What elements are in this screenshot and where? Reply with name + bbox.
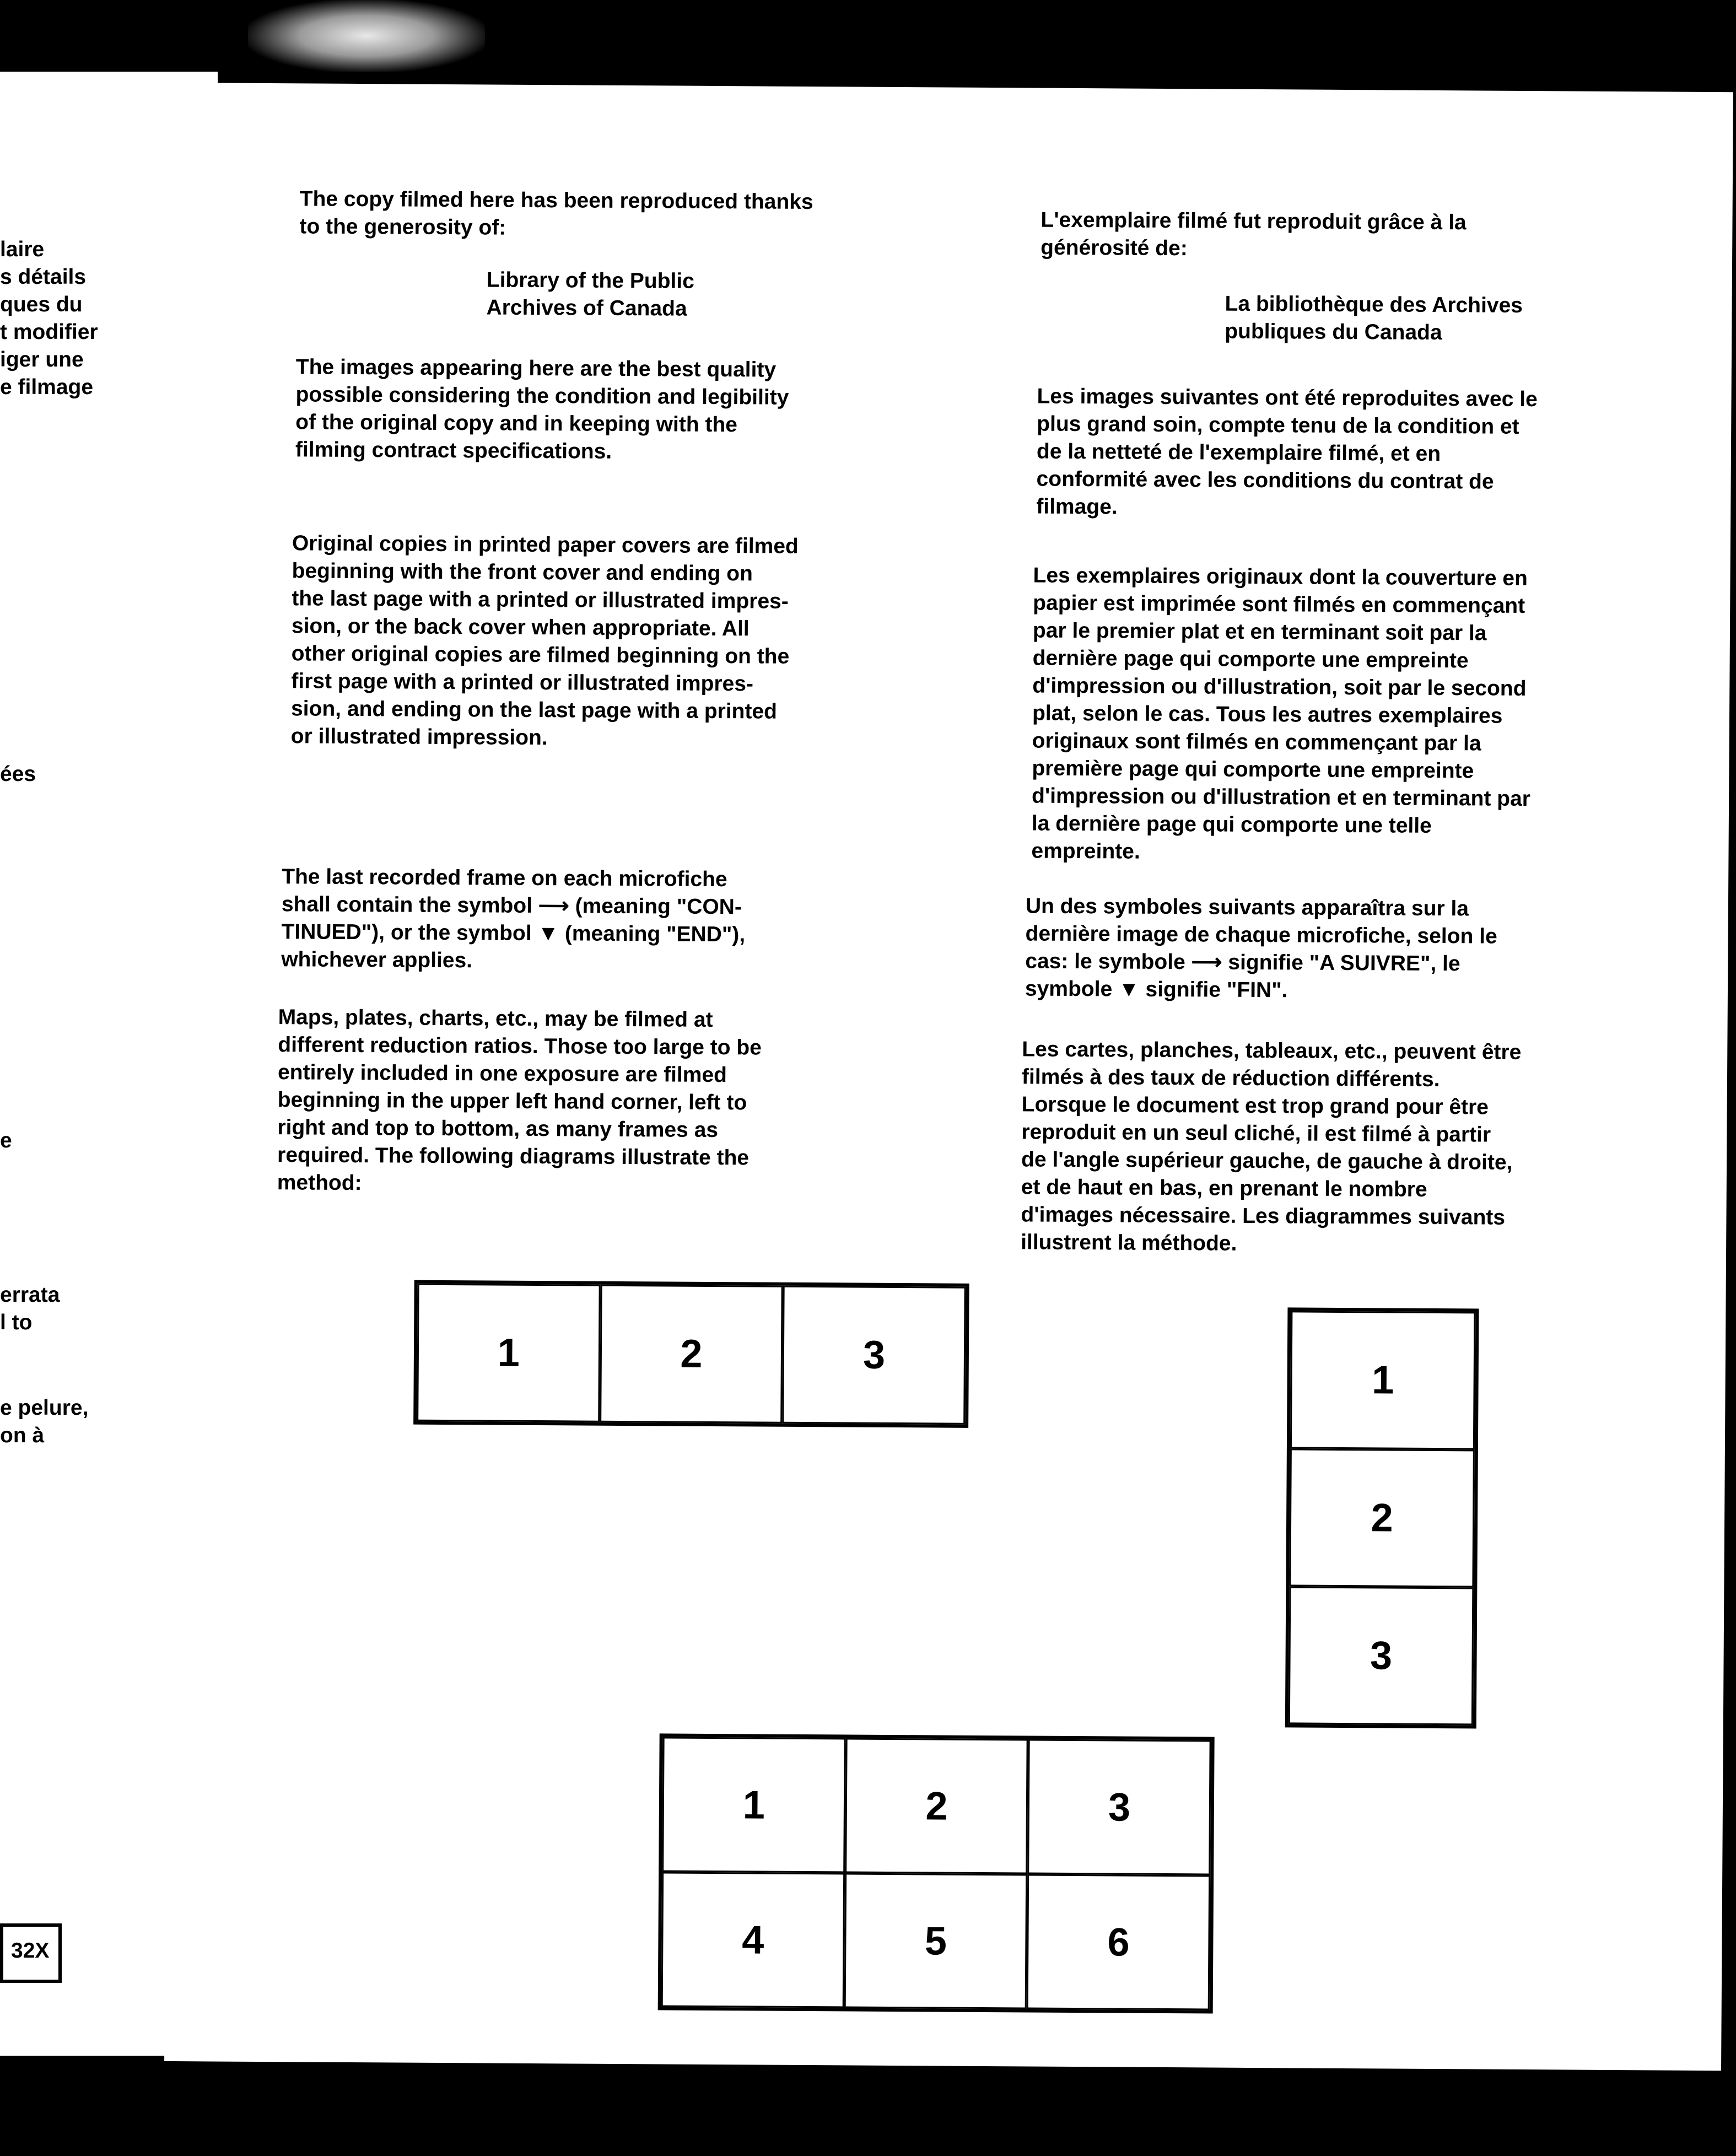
fragment-line: ées — [0, 762, 36, 786]
frame-cell: 3 — [782, 1286, 966, 1425]
english-library-name: Library of the Public Archives of Canada — [486, 268, 695, 321]
frame-cell: 1 — [662, 1737, 845, 1873]
frame-cell: 1 — [1290, 1311, 1476, 1449]
diagram-vertical — [1285, 1307, 1479, 1728]
diagram-horizontal — [413, 1280, 969, 1428]
fragment-line: errata — [0, 1283, 60, 1307]
english-originals-paragraph: Original copies in printed paper covers are filmed beginning with the front cover and ending on the last page with a printed or illustrated impres- sion, or the back cover when appropriate. All other original copies are filmed beginning on the first page with a printed or illustrated impres- sion, and ending on the last page with a printed or illustrated impression. — [290, 531, 799, 750]
french-symbols-paragraph: Un des symboles suivants apparaîtra sur la dernière image de chaque microfiche, selon le cas: le symbole ⟶ signifie "A SUIVRE", le symbole ▼ signifie "FIN". — [1025, 894, 1497, 1002]
fragment-line: e pelure, — [0, 1396, 89, 1420]
fragment-line: l to — [0, 1311, 33, 1334]
fragment-line: iger une — [0, 348, 84, 371]
english-symbols-paragraph: The last recorded frame on each microfiche shall contain the symbol ⟶ (meaning "CON- TINUED"), or the symbol ▼ (meaning "END"), whichever applies. — [281, 865, 746, 973]
fragment-line: laire — [0, 238, 45, 261]
frame-cell: 2 — [1289, 1448, 1475, 1587]
english-intro: The copy filmed here has been reproduced thanks to the generosity of: — [299, 187, 813, 240]
frame-cell: 4 — [661, 1872, 845, 2008]
frame-cell: 3 — [1288, 1586, 1474, 1725]
fragment-line: ques du — [0, 293, 83, 316]
french-originals-paragraph: Les exemplaires originaux dont la couverture en papier est imprimée sont filmés en commençant par le premier plat et en terminant soit par la dernière page qui comporte une empreinte d'impression ou d'illustration, soit par le second plat, selon le cas. Tous les autres exemplaires originaux sont filmés en commençant par la première page qui comporte une empreinte d'impression ou d'illustration et en terminant par la dernière page qui comporte une telle empreinte. — [1031, 563, 1531, 864]
fragment-line: e filmage — [0, 375, 94, 399]
english-maps-paragraph: Maps, plates, charts, etc., may be filmed at different reduction ratios. Those too large to be entirely included in one exposure are filmed beginning in the upper left hand corner, left to right and top to bottom, as many frames as required. The following diagrams illustrate the method: — [277, 1005, 762, 1195]
fragment-line: on à — [0, 1424, 45, 1447]
frame-cell: 3 — [1028, 1739, 1211, 1875]
fragment-line: s détails — [0, 265, 87, 289]
fragment-line: e — [0, 1129, 12, 1152]
frame-cell: 5 — [844, 1873, 1027, 2009]
frame-cell: 2 — [600, 1285, 783, 1424]
paper-debris — [248, 0, 485, 72]
english-quality-paragraph: The images appearing here are the best quality possible considering the condition and legibility of the original copy and in keeping with the filming contract specifications. — [295, 355, 789, 463]
reduction-label: 32X — [11, 1939, 50, 1963]
diagram-grid — [658, 1733, 1215, 2013]
french-library-name: La bibliothèque des Archives publiques du Canada — [1225, 292, 1523, 345]
french-intro: L'exemplaire filmé fut reproduit grâce à la générosité de: — [1040, 208, 1467, 261]
frame-cell: 1 — [417, 1284, 600, 1422]
french-quality-paragraph: Les images suivantes ont été reproduites avec le plus grand soin, compte tenu de la condition et de la netteté de l'exemplaire filmé, et en conformité avec les conditions du contrat de filmage. — [1036, 384, 1538, 519]
frame-cell: 6 — [1027, 1874, 1210, 2010]
fragment-line: t modifier — [0, 320, 98, 344]
frame-cell: 2 — [845, 1738, 1028, 1874]
french-maps-paragraph: Les cartes, planches, tableaux, etc., peuvent être filmés à des taux de réduction différents. Lorsque le document est trop grand pour être reproduit en un seul cliché, il est filmé à partir de l'angle supérieur gauche, de gauche à droite, et de haut en bas, en prenant le nombre d'images nécessaire. Les diagrammes suivants illustrent la méthode. — [1021, 1037, 1522, 1255]
main-page — [164, 83, 1733, 2071]
